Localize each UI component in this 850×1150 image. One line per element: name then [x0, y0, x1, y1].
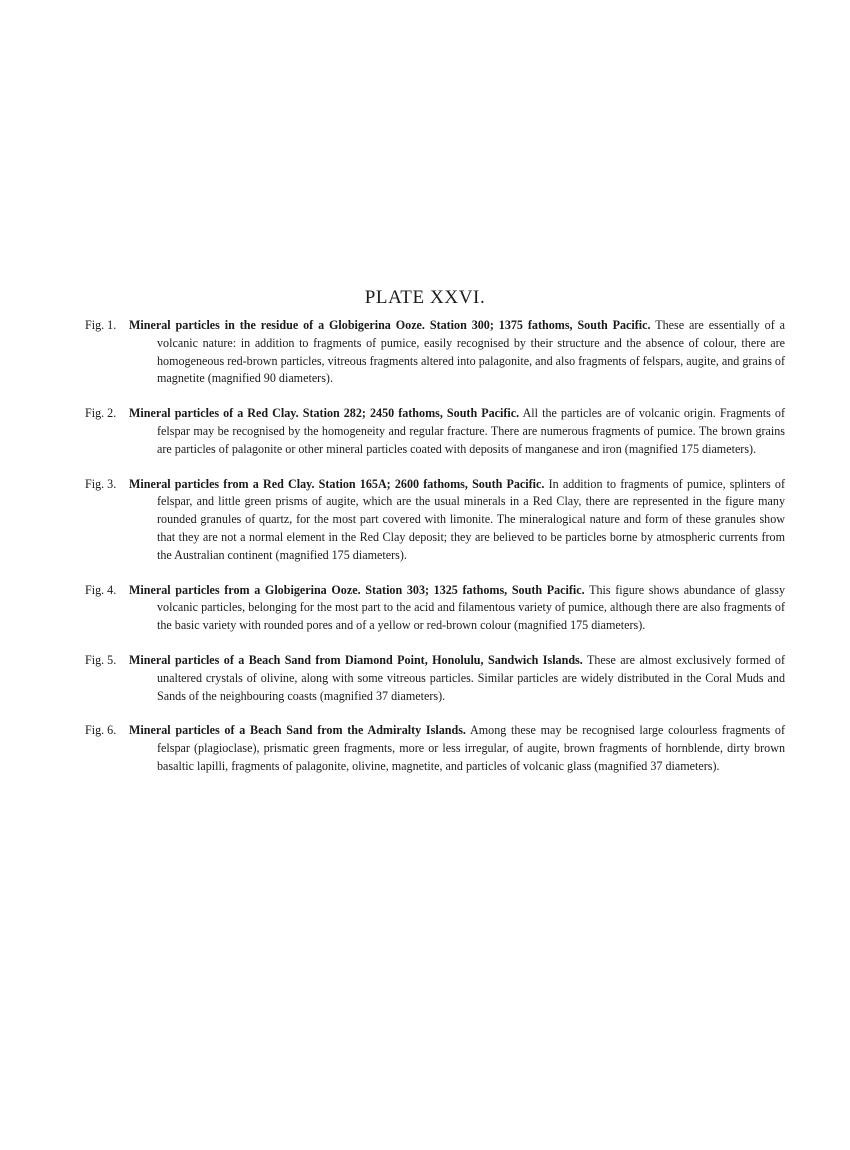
- figure-1-body: These are essentially of a volcanic nature: in addition to fragments of pumice, easily recognised by their structure and the absence of colour, there are homogeneous red-brown particles, vitreous fragments altered into palagonite, and also fragments of felspars, augite, and grains of magnetite (magnified 90 diameters).: [157, 318, 786, 386]
- figure-5-description: [85, 652, 785, 705]
- figure-descriptions: [85, 317, 785, 793]
- figure-4-label: Fig. 4.: [85, 582, 117, 597]
- figure-2-description: [85, 405, 785, 458]
- figure-3-body: In addition to fragments of pumice, splinters of felspar, and little green prisms of augite, which are the usual minerals in a Red Clay, there are represented in the figure many rounded granules of quartz, for the most part covered with limonite. The mineralogical nature and form of these granules show that they are not a normal element in the Red Clay deposit; they are believed to be particles borne by atmospheric currents from the Australian continent (magnified 175 diameters).: [157, 476, 785, 562]
- figure-4-description: [85, 582, 785, 635]
- figure-6-title: Mineral particles of a Beach Sand from the Admiralty Islands.: [129, 723, 466, 738]
- figure-1-label: Fig. 1.: [85, 318, 117, 332]
- figure-5-body: These are almost exclusively formed of unaltered crystals of olivine, along with some vitreous particles. Similar particles are widely distributed in the Coral Muds and Sands of the neighbouring coasts (magnified 37 diameters).: [157, 652, 785, 703]
- figure-4-body: This figure shows abundance of glassy volcanic particles, belonging for the most part to the acid and filamentous variety of pumice, although there are also fragments of the basic variety with rounded pores and of a yellow or red-brown colour (magnified 175 diameters).: [157, 582, 786, 633]
- figure-2-title: Mineral particles of a Red Clay. Station 282; 2450 fathoms, South Pacific.: [129, 406, 520, 421]
- figure-3-title: Mineral particles from a Red Clay. Station 165A; 2600 fathoms, South Pacific.: [129, 476, 545, 491]
- figure-5-label: Fig. 5.: [85, 652, 117, 667]
- figure-6-body: Among these may be recognised large colourless fragments of felspar (plagioclase), prismatic green fragments, more or less irregular, of augite, brown fragments of hornblende, dirty brown basaltic lapilli, fragments of palagonite, olivine, magnetite, and particles of volcanic glass (magnified 37 diameters).: [157, 723, 785, 773]
- figure-5-title: Mineral particles of a Beach Sand from Diamond Point, Honolulu, Sandwich Islands.: [129, 652, 583, 667]
- figure-1-title: Mineral particles in the residue of a Globigerina Ooze. Station 300; 1375 fathoms, South Pacific.: [129, 318, 651, 332]
- figure-3-description: [85, 476, 785, 565]
- figure-3-label: Fig. 3.: [85, 476, 117, 491]
- figure-4-title: Mineral particles from a Globigerina Ooze. Station 303; 1325 fathoms, South Pacific.: [129, 582, 585, 597]
- figure-1-description: [85, 317, 785, 388]
- plate-title: PLATE XXVI.: [364, 287, 486, 308]
- figure-2-label: Fig. 2.: [85, 406, 117, 421]
- figure-6-label: Fig. 6.: [85, 723, 117, 738]
- figure-6-description: [85, 722, 785, 775]
- figure-2-body: All the particles are of volcanic origin. Fragments of felspar may be recognised by the homogeneity and regular fracture. There are numerous fragments of pumice. The brown grains are particles of palagonite or other mineral particles coated with deposits of manganese and iron (magnified 175 diameters).: [157, 406, 785, 456]
